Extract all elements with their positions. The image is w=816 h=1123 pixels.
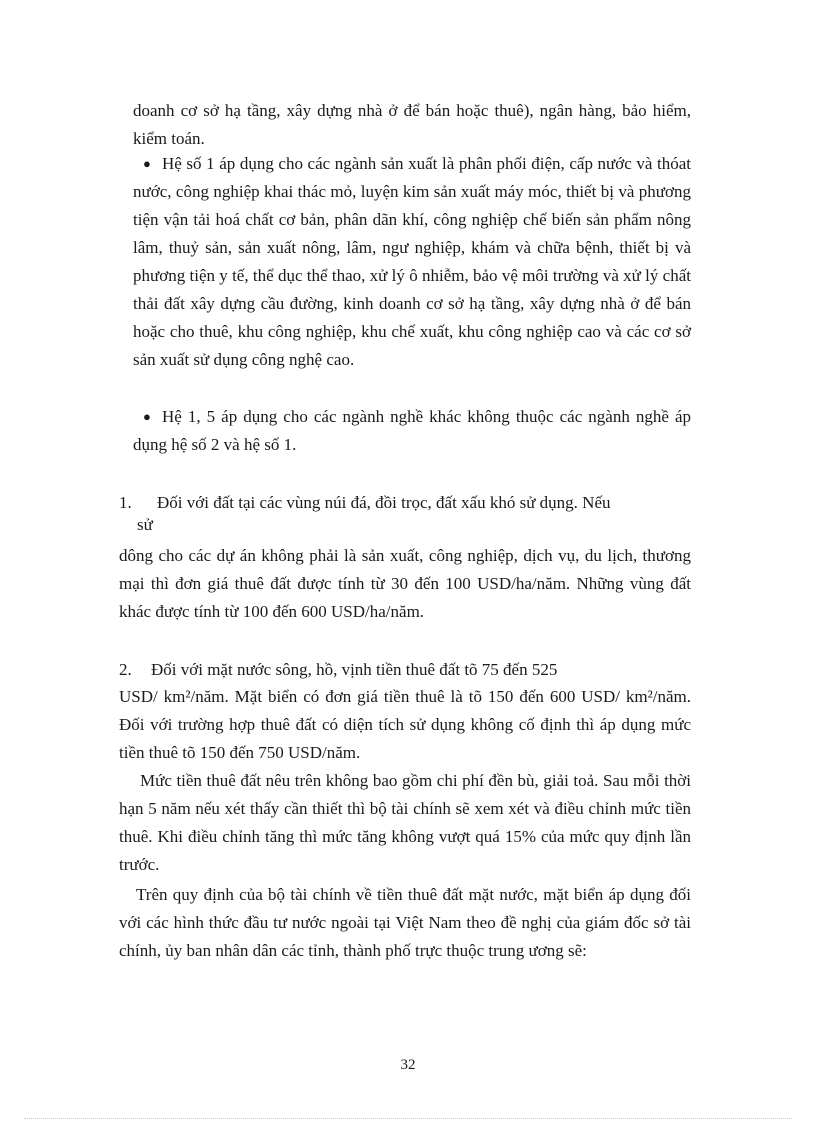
list-item-2-lead: Đối với mặt nước sông, hồ, vịnh tiền thuê đất tõ 75 đến 525	[151, 660, 558, 679]
list-item-1-wrap: sử	[137, 515, 153, 534]
list-item-2-body: USD/ km²/năm. Mặt biển có đơn giá tiền thuê là tõ 150 đến 600 USD/ km²/năm. Đối với trường hợp thuê đất có diện tích sử dụng không cố định thì áp dụng mức tiền thuê tõ 150 đến 750 USD/năm.	[119, 687, 691, 762]
bullet-icon: ●	[143, 156, 151, 171]
bullet-paragraph-coefficient-1-5: Hệ 1, 5 áp dụng cho các ngành nghề khác không thuộc các ngành nghề áp dụng hệ số 2 và hệ số 1.	[133, 407, 691, 454]
bullet-paragraph-coefficient-1: Hệ số 1 áp dụng cho các ngành sản xuất là phân phối điện, cấp nước và thóat nước, công nghiệp khai thác mỏ, luyện kim sản xuất máy móc, thiết bị và phương tiện vận tải hoá chất cơ bản, phân dãn khí, công nghiệp chế biến sản phẩm nông lâm, thuỷ sản, sản xuất nông, lâm, ngư nghiệp, khám và chữa bệnh, thiết bị và phương tiện y tế, thể dục thể thao, xử lý ô nhiễm, bảo vệ môi trường và xử lý chất thải đất xây dựng cầu đường, kinh doanh cơ sở hạ tầng, xây dựng nhà ở để bán hoặc cho thuê, khu công nghiệp, khu chế xuất, khu công nghiệp cao và các cơ sở sản xuất sử dụng công nghệ cao.	[133, 154, 691, 369]
list-item-1-lead: Đối với đất tại các vùng núi đá, đồi trọc, đất xấu khó sử dụng. Nếu	[157, 493, 611, 512]
list-number-1: 1.	[119, 493, 132, 512]
bullet-icon: ●	[143, 409, 151, 424]
paragraph-regulation: Trên quy định của bộ tài chính về tiền thuê đất mặt nước, mặt biển áp dụng đối với các hình thức đầu tư nước ngoài tại Việt Nam theo đề nghị của giám đốc sở tài chính, ủy ban nhân dân các tỉnh, thành phố trực thuộc trung ương sẽ:	[119, 885, 691, 960]
page-number: 32	[400, 1057, 416, 1073]
page-bottom-divider	[24, 1118, 792, 1119]
list-number-2: 2.	[119, 660, 132, 679]
list-item-1-body: dông cho các dự án không phải là sản xuất, công nghiệp, dịch vụ, du lịch, thương mại thì đơn giá thuê đất được tính từ 30 đến 100 USD/ha/năm. Những vùng đất khác được tính từ 100 đến 600 USD/ha/năm.	[119, 546, 691, 621]
paragraph-continuation: doanh cơ sở hạ tầng, xây dựng nhà ở để bán hoặc thuê), ngân hàng, bảo hiểm, kiểm toán.	[133, 101, 691, 148]
paragraph-rent-rate: Mức tiền thuê đất nêu trên không bao gồm chi phí đền bù, giải toả. Sau mỗi thời hạn 5 năm nếu xét thấy cần thiết thì bộ tài chính sẽ xem xét và điều chỉnh mức tiền thuê. Khi điều chỉnh tăng thì mức tăng không vượt quá 15% của mức quy định lần trước.	[119, 771, 691, 874]
